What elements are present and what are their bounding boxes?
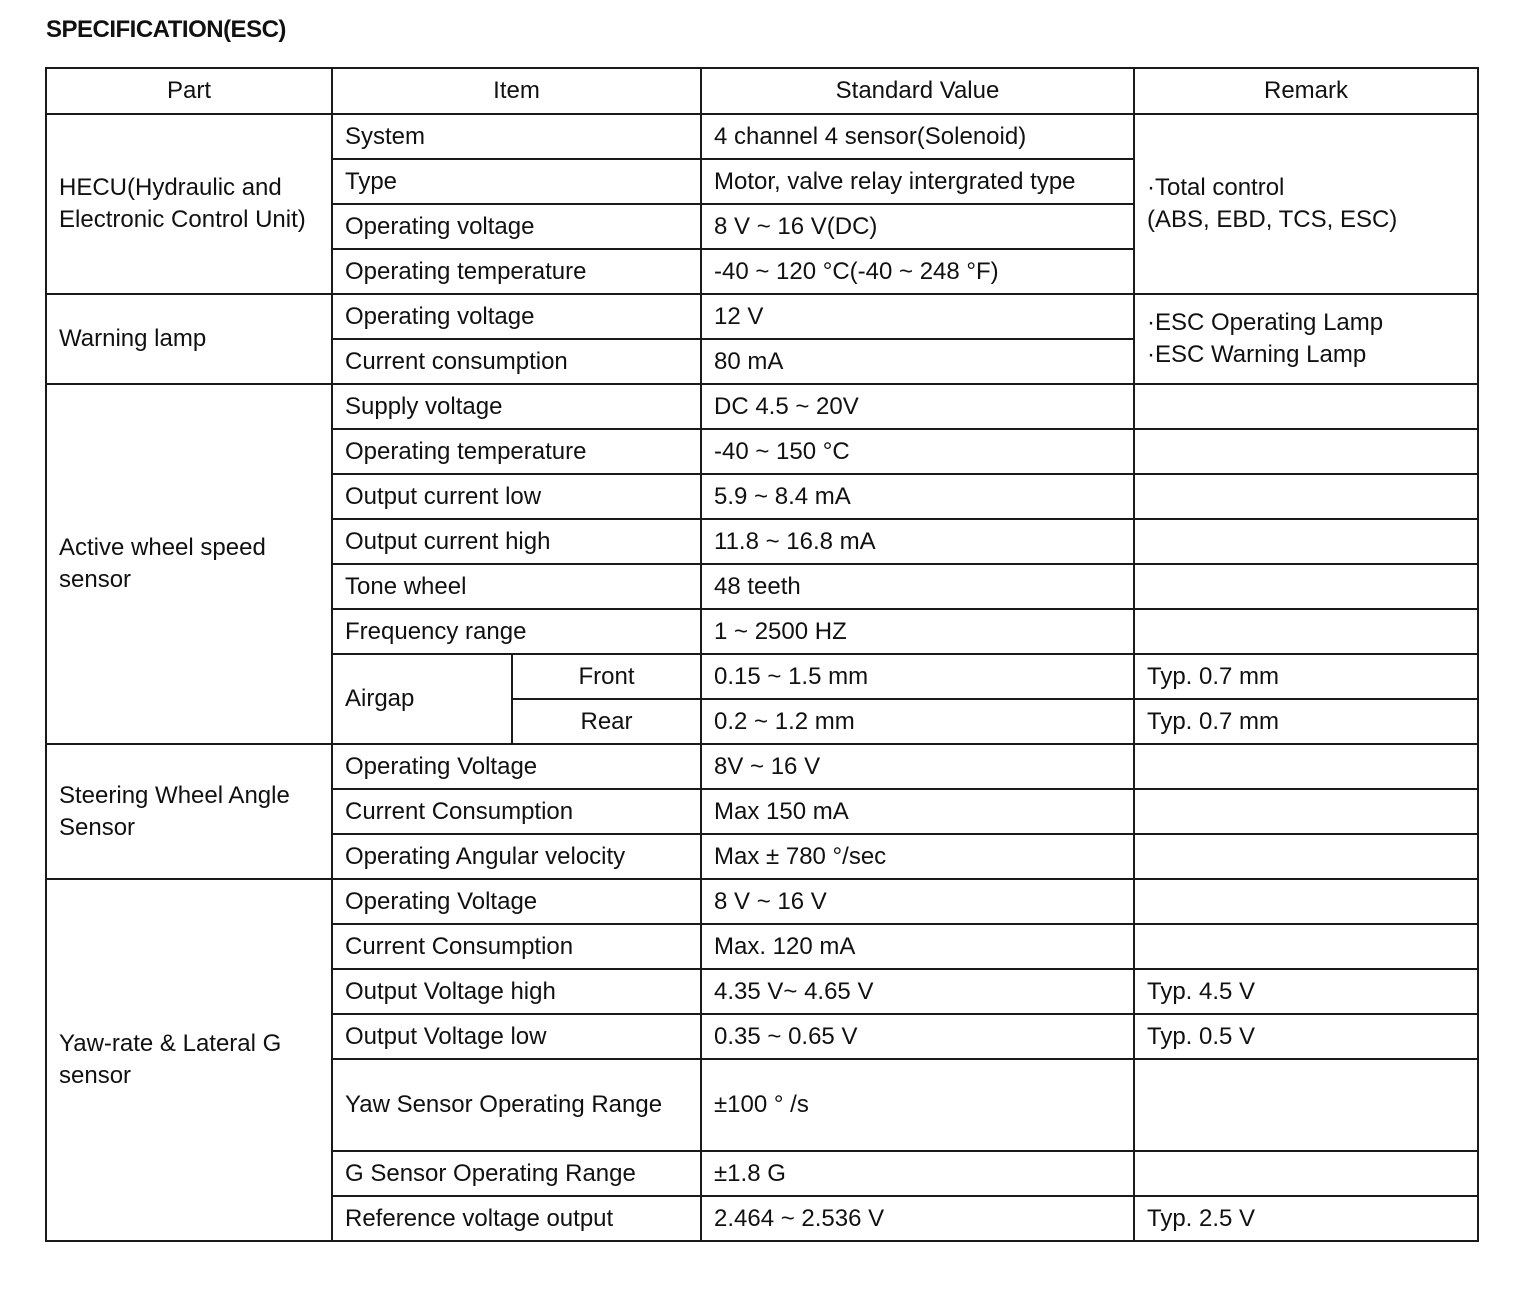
value-cell: 0.2 ~ 1.2 mm — [701, 699, 1134, 744]
remark-cell — [1134, 744, 1478, 789]
item-cell: Yaw Sensor Operating Range — [332, 1059, 701, 1151]
airgap-label-cell: Airgap — [332, 654, 512, 744]
value-cell: DC 4.5 ~ 20V — [701, 384, 1134, 429]
item-cell: Current Consumption — [332, 789, 701, 834]
remark-cell — [1134, 519, 1478, 564]
item-cell: Operating temperature — [332, 249, 701, 294]
item-cell: Operating Voltage — [332, 879, 701, 924]
value-cell: Motor, valve relay intergrated type — [701, 159, 1134, 204]
value-cell: 1 ~ 2500 HZ — [701, 609, 1134, 654]
header-part: Part — [46, 68, 332, 114]
header-remark: Remark — [1134, 68, 1478, 114]
remark-cell — [1134, 834, 1478, 879]
table-row — [46, 294, 1478, 339]
table-row — [46, 744, 1478, 789]
part-cell-warning-lamp: Warning lamp — [46, 294, 332, 384]
item-cell: System — [332, 114, 701, 159]
item-cell: Current consumption — [332, 339, 701, 384]
remark-cell-hecu — [1134, 114, 1478, 294]
value-cell: 12 V — [701, 294, 1134, 339]
header-standard-value: Standard Value — [701, 68, 1134, 114]
value-cell: Max. 120 mA — [701, 924, 1134, 969]
remark-line: ·Total control — [1147, 174, 1285, 201]
item-cell: Frequency range — [332, 609, 701, 654]
remark-cell — [1134, 609, 1478, 654]
item-cell: G Sensor Operating Range — [332, 1151, 701, 1196]
value-cell: 4.35 V~ 4.65 V — [701, 969, 1134, 1014]
item-cell: Operating voltage — [332, 294, 701, 339]
remark-cell — [1134, 879, 1478, 924]
item-cell: Tone wheel — [332, 564, 701, 609]
header-row — [46, 68, 1478, 114]
value-cell: 0.15 ~ 1.5 mm — [701, 654, 1134, 699]
remark-cell: Typ. 0.5 V — [1134, 1014, 1478, 1059]
remark-line: ·ESC Operating Lamp — [1147, 309, 1384, 336]
item-cell: Operating voltage — [332, 204, 701, 249]
item-cell: Output current low — [332, 474, 701, 519]
remark-cell: Typ. 2.5 V — [1134, 1196, 1478, 1241]
remark-cell: Typ. 4.5 V — [1134, 969, 1478, 1014]
value-cell: 0.35 ~ 0.65 V — [701, 1014, 1134, 1059]
value-cell: -40 ~ 120 °C(-40 ~ 248 °F) — [701, 249, 1134, 294]
remark-line: ·ESC Warning Lamp — [1147, 341, 1367, 368]
value-cell: 4 channel 4 sensor(Solenoid) — [701, 114, 1134, 159]
item-cell: Output Voltage low — [332, 1014, 701, 1059]
value-cell: ±100 ° /s — [701, 1059, 1134, 1151]
item-cell: Operating Angular velocity — [332, 834, 701, 879]
item-cell: Operating Voltage — [332, 744, 701, 789]
value-cell: -40 ~ 150 °C — [701, 429, 1134, 474]
remark-cell — [1134, 924, 1478, 969]
value-cell: 8 V ~ 16 V(DC) — [701, 204, 1134, 249]
item-cell: Output Voltage high — [332, 969, 701, 1014]
item-cell: Reference voltage output — [332, 1196, 701, 1241]
remark-cell — [1134, 429, 1478, 474]
value-cell: Max ± 780 °/sec — [701, 834, 1134, 879]
table-row — [46, 879, 1478, 924]
remark-cell — [1134, 789, 1478, 834]
remark-cell — [1134, 1059, 1478, 1151]
part-cell-hecu: HECU(Hydraulic and Electronic Control Unit) — [46, 114, 332, 294]
remark-cell-warning-lamp — [1134, 294, 1478, 384]
remark-cell — [1134, 564, 1478, 609]
table-row — [46, 114, 1478, 159]
value-cell: 2.464 ~ 2.536 V — [701, 1196, 1134, 1241]
table-row — [46, 384, 1478, 429]
item-cell: Supply voltage — [332, 384, 701, 429]
remark-cell — [1134, 1151, 1478, 1196]
remark-cell: Typ. 0.7 mm — [1134, 654, 1478, 699]
value-cell: ±1.8 G — [701, 1151, 1134, 1196]
item-cell: Output current high — [332, 519, 701, 564]
remark-cell — [1134, 384, 1478, 429]
specification-table — [45, 67, 1479, 1242]
value-cell: 8 V ~ 16 V — [701, 879, 1134, 924]
item-cell: Current Consumption — [332, 924, 701, 969]
airgap-rear-label: Rear — [512, 699, 701, 744]
item-cell: Operating temperature — [332, 429, 701, 474]
item-cell: Type — [332, 159, 701, 204]
airgap-front-label: Front — [512, 654, 701, 699]
value-cell: 80 mA — [701, 339, 1134, 384]
value-cell: Max 150 mA — [701, 789, 1134, 834]
remark-line: (ABS, EBD, TCS, ESC) — [1147, 206, 1398, 233]
part-cell-yaw: Yaw-rate & Lateral G sensor — [46, 879, 332, 1241]
value-cell: 11.8 ~ 16.8 mA — [701, 519, 1134, 564]
part-cell-wheel-speed: Active wheel speed sensor — [46, 384, 332, 744]
value-cell: 5.9 ~ 8.4 mA — [701, 474, 1134, 519]
page-title: SPECIFICATION(ESC) — [46, 16, 286, 43]
remark-cell — [1134, 474, 1478, 519]
value-cell: 8V ~ 16 V — [701, 744, 1134, 789]
header-item: Item — [332, 68, 701, 114]
part-cell-steering: Steering Wheel Angle Sensor — [46, 744, 332, 879]
value-cell: 48 teeth — [701, 564, 1134, 609]
remark-cell: Typ. 0.7 mm — [1134, 699, 1478, 744]
